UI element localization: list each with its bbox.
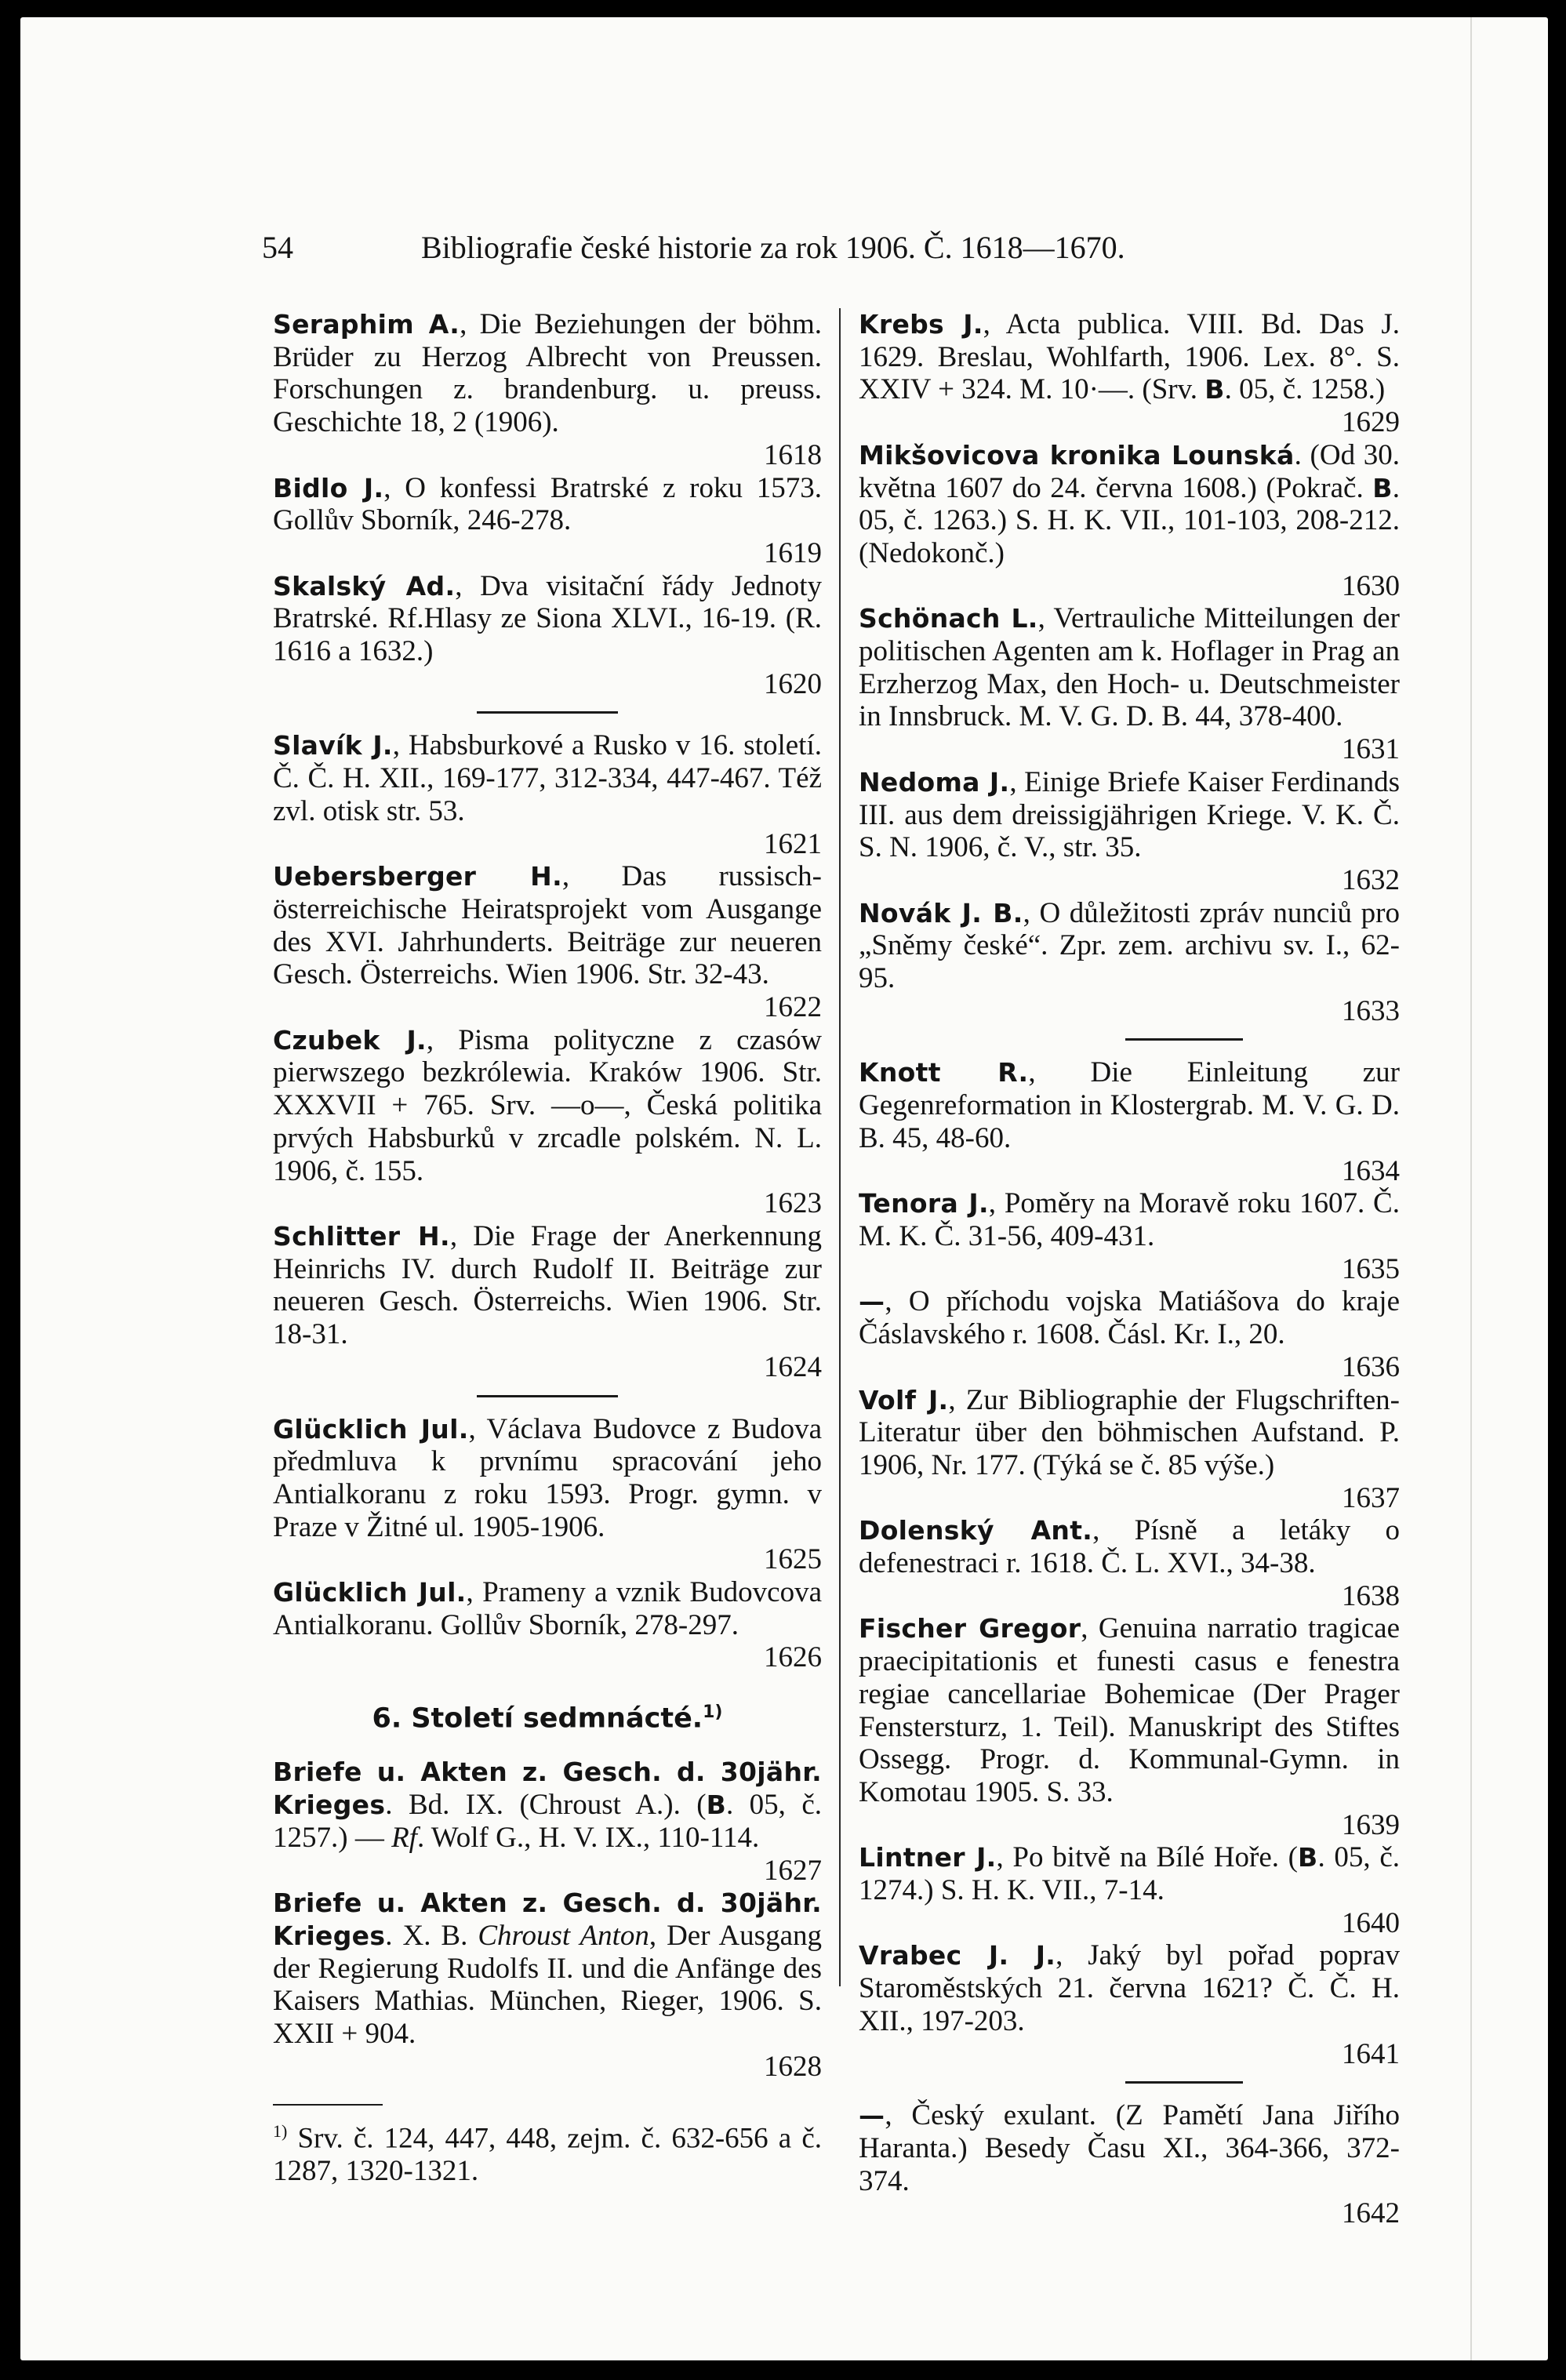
entry-author: Dolenský Ant. <box>859 1515 1093 1546</box>
entry-author: Schlitter H. <box>273 1220 450 1252</box>
entry-author: Glücklich Jul. <box>273 1413 469 1444</box>
entry-number: 1635 <box>1342 1252 1400 1285</box>
bib-entry-1629 <box>859 308 1400 406</box>
footnote <box>273 2115 822 2188</box>
entry-author: Briefe u. Akten z. Gesch. d. 30jähr. Krieges <box>273 1888 822 1951</box>
bib-entry-1625 <box>273 1413 822 1544</box>
entry-number: 1639 <box>1342 1808 1400 1841</box>
entry-author: Bidlo J. <box>273 472 384 503</box>
bold-ref: B <box>1372 472 1393 503</box>
entry-text: , Český exulant. (Z Pamětí Jana Jiřího Haranta.) Besedy Času XI., 364-366, 372-374. <box>859 2099 1400 2197</box>
italic-ref: Rf <box>391 1821 417 1854</box>
entry-text: , O konfessi Bratrské z roku 1573. Gollův Sborník, 246-278. <box>273 471 822 537</box>
bib-entry-1638 <box>859 1514 1400 1579</box>
entry-number: 1618 <box>764 438 822 471</box>
bib-entry-1634 <box>859 1056 1400 1154</box>
bib-entry-1621 <box>273 729 822 827</box>
entry-number: 1628 <box>764 2050 822 2083</box>
entry-author: Glücklich Jul. <box>273 1577 467 1608</box>
entry-author: — <box>859 1286 885 1317</box>
page-number: 54 <box>262 230 293 265</box>
entry-number: 1631 <box>1342 733 1400 766</box>
bib-entry-1627 <box>273 1756 822 1854</box>
section-title: 6. Století sedmnácté. <box>372 1702 703 1735</box>
bib-entry-1640 <box>859 1841 1400 1906</box>
section-rule <box>477 1395 618 1397</box>
page-title: Bibliografie české historie za rok 1906. Č. 1618—1670. <box>421 230 1125 265</box>
entry-text: . 05, č. 1257.) — <box>273 1789 822 1854</box>
entry-text: . Wolf G., H. V. IX., 110-114. <box>416 1821 760 1854</box>
entry-text: , Acta publica. VIII. Bd. Das J. 1629. Breslau, Wohlfarth, 1906. Lex. 8°. S. XXIV + 324. M. 10·—. (Srv. <box>859 308 1400 406</box>
footnote-mark: 1) <box>703 1702 723 1723</box>
bib-entry-1623 <box>273 1024 822 1188</box>
left-column <box>273 308 822 2187</box>
entry-text: . (Od 30. května 1607 do 24. června 1608.) (Pokrač. <box>859 438 1401 504</box>
bib-entry-1632 <box>859 766 1400 864</box>
entry-author: Krebs J. <box>859 309 983 340</box>
section-rule <box>1125 1038 1243 1041</box>
entry-number: 1623 <box>764 1187 822 1220</box>
bib-entry-1624 <box>273 1220 822 1351</box>
bib-entry-1641 <box>859 1939 1400 2037</box>
entry-number: 1642 <box>1342 2197 1400 2230</box>
column-divider <box>839 308 841 1986</box>
entry-text: . X. B. <box>385 1920 478 1952</box>
entry-text: . 05, č. 1274.) S. H. K. VII., 7-14. <box>859 1841 1400 1907</box>
right-column <box>859 308 1400 2230</box>
entry-number: 1630 <box>1342 569 1400 602</box>
entry-author: Czubek J. <box>273 1024 427 1056</box>
entry-text: , Die Frage der Anerkennung Heinrichs IV. durch Rudolf II. Beiträge zur neueren Gesch. Österreichs. Wien 1906. Str. 18-31. <box>273 1219 822 1351</box>
entry-author: Mikšovicova kronika Lounská <box>859 439 1295 471</box>
entry-author: Lintner J. <box>859 1842 997 1873</box>
entry-author: Nedoma J. <box>859 766 1010 798</box>
entry-author: Vrabec J. J. <box>859 1940 1056 1971</box>
entry-number: 1629 <box>1342 406 1400 439</box>
entry-text: , Das russisch-österreichische Heiratsprojekt vom Ausgange des XVI. Jahrhunderts. Beiträge zur neueren Gesch. Österreichs. Wien 1906. Str. 32-43. <box>273 860 822 991</box>
entry-author: Tenora J. <box>859 1188 989 1219</box>
entry-text: , Poměry na Moravě roku 1607. Č. M. K. Č. 31-56, 409-431. <box>859 1187 1400 1252</box>
entry-number: 1640 <box>1342 1906 1400 1939</box>
entry-author: Uebersberger H. <box>273 861 562 892</box>
entry-text: , Zur Bibliographie der Flugschriften-Literatur über den böhmischen Aufstand. P. 1906, Nr. 177. (Týká se č. 85 výše.) <box>859 1383 1400 1481</box>
footnote-rule <box>273 2104 383 2106</box>
entry-text: , Vertrauliche Mitteilungen der politischen Agenten am k. Hoflager in Prag an Erzherzog Max, den Hoch- u. Deutschmeister in Innsbruck. M. V. G. D. B. 44, 378-400. <box>859 602 1400 733</box>
bib-entry-1639 <box>859 1612 1400 1808</box>
entry-text: , Genuina narratio tragicae praecipitationis et funesti casus e fenestra regiae cancellariae Bohemicae (Der Prager Fenstersturz, 1. Teil). Manuskript des Stiftes Ossegg. Progr. d. Kommunal-Gymn. in Komotau 1905. S. 33. <box>859 1612 1400 1808</box>
bib-entry-1626 <box>273 1576 822 1641</box>
entry-text: , Die Beziehungen der böhm. Brüder zu Herzog Albrecht von Preussen. Forschungen z. brandenburg. u. preuss. Geschichte 18, 2 (1906). <box>273 308 823 439</box>
entry-number: 1620 <box>764 667 822 700</box>
entry-text: , Prameny a vznik Budovcova Antialkoranu. Gollův Sborník, 278-297. <box>273 1576 823 1641</box>
bib-entry-1636 <box>859 1285 1400 1350</box>
entry-text: , Václava Budovce z Budova předmluva k prvnímu spracování jeho Antialkoranu z roku 1593. Progr. gymn. v Praze v Žitné ul. 1905-1906. <box>273 1412 822 1543</box>
entry-author: Knott R. <box>859 1057 1029 1088</box>
bib-entry-1620 <box>273 570 822 668</box>
entry-text: . 05, č. 1258.) <box>1224 373 1386 406</box>
italic-name: Chroust Anton <box>478 1920 649 1952</box>
page-edge-line <box>1470 17 1472 2360</box>
entry-number: 1633 <box>1342 994 1400 1027</box>
entry-number: 1621 <box>764 827 822 860</box>
entry-number: 1641 <box>1342 2037 1400 2070</box>
entry-number: 1637 <box>1342 1481 1400 1514</box>
entry-author: Seraphim A. <box>273 309 460 340</box>
bib-entry-1622 <box>273 860 822 991</box>
entry-text: , Dva visitační řády Jednoty Bratrské. Rf.Hlasy ze Siona XLVI., 16-19. (R. 1616 a 1632.) <box>273 569 822 668</box>
entry-text: , Jaký byl pořad poprav Staroměstských 21. června 1621? Č. Č. H. XII., 197-203. <box>859 1939 1400 2037</box>
entry-author: Briefe u. Akten z. Gesch. d. 30jähr. Krieges <box>273 1757 822 1821</box>
bib-entry-1637 <box>859 1384 1400 1482</box>
entry-number: 1636 <box>1342 1350 1400 1383</box>
entry-number: 1632 <box>1342 863 1400 896</box>
entry-text: , Der Ausgang der Regierung Rudolfs II. und die Anfänge des Kaisers Mathias. München, Rieger, 1906. S. XXII + 904. <box>273 1920 822 2051</box>
bib-entry-1619 <box>273 472 822 537</box>
entry-text: , O důležitosti zpráv nunciů pro „Sněmy české“. Zpr. zem. archivu sv. I., 62-95. <box>859 896 1401 995</box>
bib-entry-1633 <box>859 897 1400 995</box>
entry-text: . Bd. IX. (Chroust A.). ( <box>385 1789 707 1822</box>
bib-entry-1642 <box>859 2099 1400 2197</box>
entry-number: 1627 <box>764 1854 822 1887</box>
entry-number: 1625 <box>764 1543 822 1576</box>
entry-author: Volf J. <box>859 1384 949 1415</box>
entry-text: , Písně a letáky o defenestraci r. 1618. Č. L. XVI., 34-38. <box>859 1514 1400 1580</box>
section-rule <box>1125 2081 1243 2084</box>
footnote-mark: 1) <box>273 2120 288 2141</box>
bib-entry-1628 <box>273 1887 822 2051</box>
bold-ref: B <box>706 1790 727 1821</box>
entry-number: 1638 <box>1342 1579 1400 1612</box>
entry-number: 1626 <box>764 1641 822 1674</box>
bold-ref: B <box>1204 374 1225 405</box>
section-heading <box>273 1696 822 1735</box>
entry-text: , Pisma polityczne z czasów pierwszego bezkrólewia. Kraków 1906. Str. XXXVII + 765. Srv. —o—, Česká politika prvých Habsburků v zrcadle polském. N. L. 1906, č. 155. <box>273 1023 822 1187</box>
entry-text: , Die Einleitung zur Gegenreformation in Klostergrab. M. V. G. D. B. 45, 48-60. <box>859 1056 1401 1154</box>
entry-text: , O příchodu vojska Matiášova do kraje Čáslavského r. 1608. Čásl. Kr. I., 20. <box>859 1285 1400 1351</box>
entry-text: , Einige Briefe Kaiser Ferdinands III. aus dem dreissigjährigen Kriege. V. K. Č. S. N. 1906, č. V., str. 35. <box>859 765 1400 864</box>
entry-number: 1624 <box>764 1350 822 1383</box>
entry-text: , Habsburkové a Rusko v 16. století. Č. Č. H. XII., 169-177, 312-334, 447-467. Též zvl. otisk str. 53. <box>273 729 822 827</box>
entry-text: , Po bitvě na Bílé Hoře. ( <box>996 1841 1299 1874</box>
bib-entry-1618 <box>273 308 822 439</box>
entry-author: Novák J. B. <box>859 897 1023 928</box>
entry-number: 1634 <box>1342 1154 1400 1187</box>
entry-author: — <box>859 2100 885 2131</box>
entry-author: Schönach L. <box>859 603 1038 634</box>
footnote-text: Srv. č. 124, 447, 448, zejm. č. 632-656 a č. 1287, 1320-1321. <box>273 2121 822 2187</box>
entry-number: 1622 <box>764 991 822 1024</box>
bib-entry-1630 <box>859 439 1400 570</box>
bib-entry-1631 <box>859 602 1400 733</box>
entry-author: Slavík J. <box>273 730 393 761</box>
bib-entry-1635 <box>859 1187 1400 1252</box>
entry-number: 1619 <box>764 536 822 569</box>
bold-ref: B <box>1298 1842 1318 1873</box>
entry-author: Fischer Gregor <box>859 1613 1081 1644</box>
entry-author: Skalský Ad. <box>273 570 456 601</box>
section-rule <box>477 711 618 714</box>
entry-text: . 05, č. 1263.) S. H. K. VII., 101-103, 208-212. (Nedokonč.) <box>859 471 1400 569</box>
